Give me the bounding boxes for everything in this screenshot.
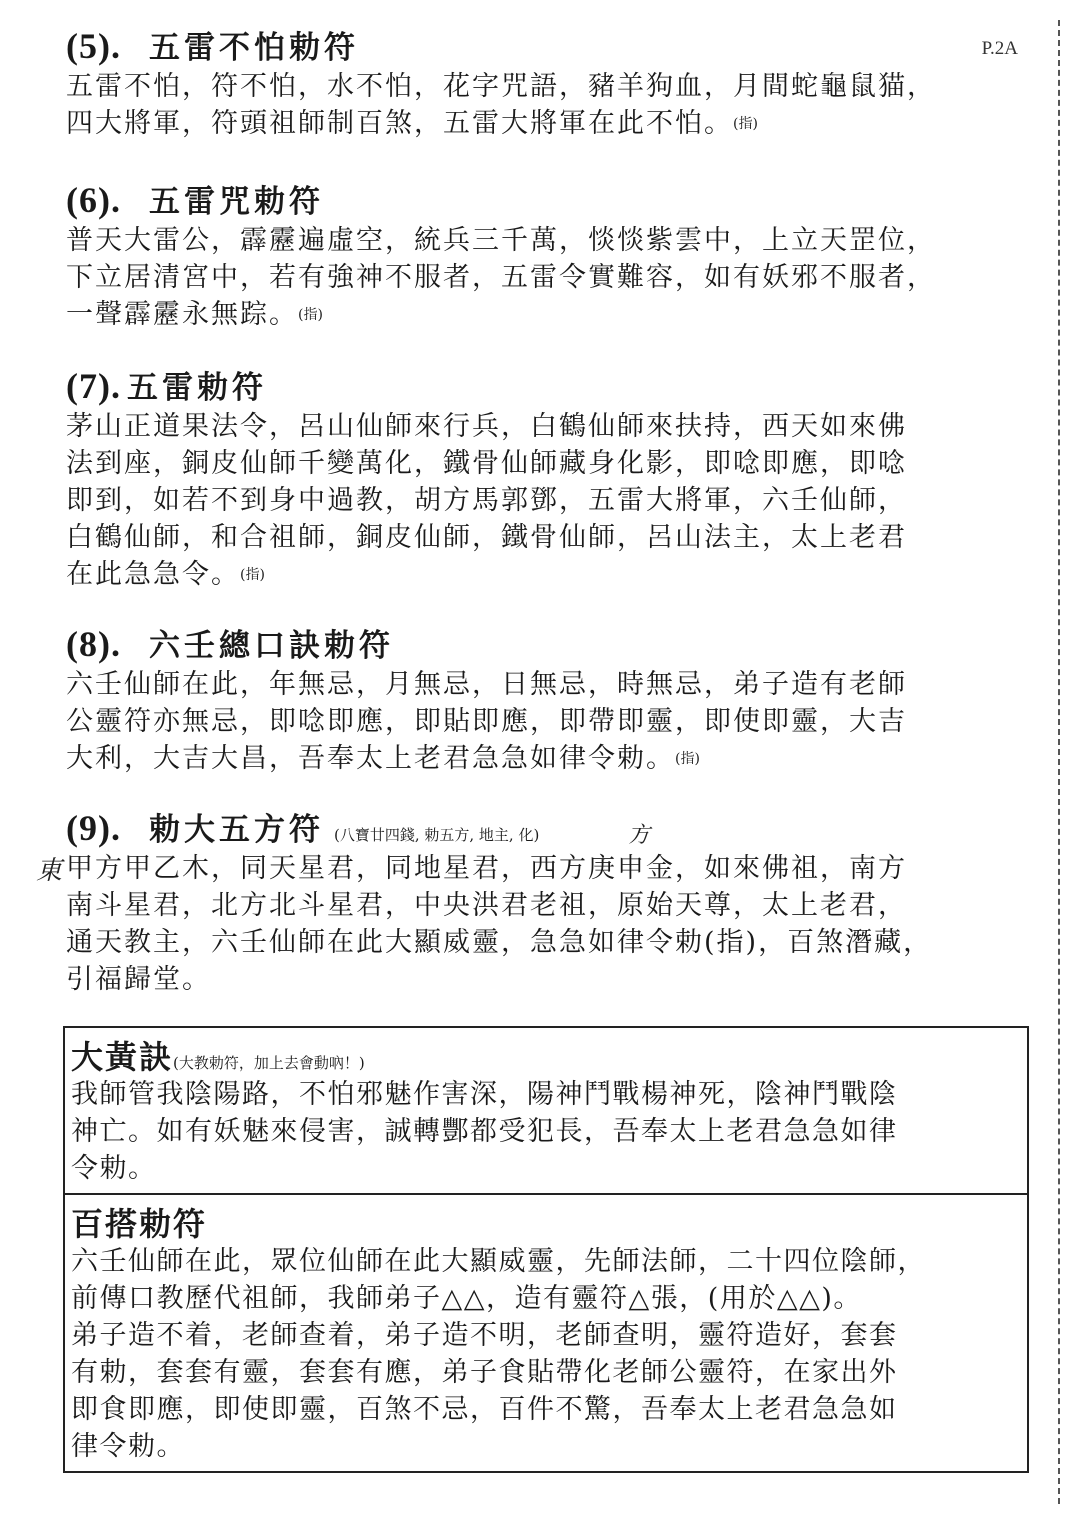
section-6 [66, 176, 1026, 333]
page-number: P.2A [981, 38, 1018, 59]
text-line: 令勅。 [71, 1153, 157, 1184]
text-line: 我師管我陰陽路，不怕邪魅作害深，陽神鬥戰楊神死，陰神鬥戰陰 [71, 1079, 898, 1110]
text-line: 引福歸堂。 [66, 964, 211, 995]
text-line: 五雷不怕，符不怕，水不怕，花字咒語，豬羊狗血，月間蛇龜鼠猫， [66, 71, 936, 102]
section-header [66, 362, 1026, 408]
section-note: (八寶廿四錢, 勅五方, 地主, 化) [333, 826, 540, 844]
text-line: 四大將軍，符頭祖師制百煞，五雷大將軍在此不怕。(指) [66, 108, 758, 139]
text-line: 神亡。如有妖魅來侵害，誠轉酆都受犯長，吾奉太上老君急急如律 [71, 1116, 898, 1147]
section-header [66, 804, 1026, 850]
text-line: 公靈符亦無忌，即唸即應，即貼即應，即帶即靈，即使即靈，大吉 [66, 706, 907, 737]
text-line: 茅山正道果法令，呂山仙師來行兵，白鶴仙師來扶持，西天如來佛 [66, 411, 907, 442]
section-number: (7). [66, 366, 121, 406]
text-line: 甲方甲乙木，同天星君，同地星君，西方庚申金，如來佛祖，南方 [66, 853, 907, 884]
section-number: (9). [66, 808, 121, 848]
box-section-baida [65, 1193, 1027, 1471]
section-number: (6). [66, 180, 121, 220]
section-title: 五雷咒勅符 [148, 184, 324, 220]
section-title: 六壬總口訣勅符 [148, 628, 394, 664]
text-line: 白鶴仙師，和合祖師，銅皮仙師，鐵骨仙師，呂山法主，太上老君 [66, 522, 907, 553]
text-line: 律令勅。 [71, 1431, 185, 1462]
text-line: 大利，大吉大昌，吾奉太上老君急急如律令勅。(指) [66, 743, 700, 774]
text-line: 六壬仙師在此，年無忌，月無忌，日無忌，時無忌，弟子造有老師 [66, 669, 907, 700]
handwritten-correction: 方 [628, 823, 651, 848]
finger-mark: (指) [240, 567, 265, 583]
finger-mark: (指) [298, 307, 323, 323]
finger-mark: (指) [733, 116, 758, 132]
text-line: 在此急急令。(指) [66, 559, 265, 590]
box-section-dahuang [65, 1028, 1027, 1193]
text-line: 普天大雷公，霹靂遍虛空，統兵三千萬，惔惔紫雲中，上立天罡位， [66, 225, 936, 256]
text-line: 南斗星君，北方北斗星君，中央洪君老祖，原始天尊，太上老君， [66, 890, 907, 921]
text-line: 下立居清宮中，若有強神不服者，五雷令實難容，如有妖邪不服者， [66, 262, 936, 293]
boxed-panel [63, 1026, 1029, 1473]
text-line: 有勅，套套有靈，套套有應，弟子食貼帶化老師公靈符，在家出外 [71, 1357, 898, 1388]
section-number: (5). [66, 26, 121, 66]
text-line: 一聲霹靂永無踪。(指) [66, 299, 323, 330]
handwritten-margin-note: 東 [36, 856, 63, 886]
box-title: 大黃訣 [71, 1038, 174, 1076]
box-header [71, 1032, 1027, 1076]
section-5 [66, 22, 1026, 142]
section-number: (8). [66, 624, 121, 664]
text-line: 弟子造不着，老師查着，弟子造不明，老師查明，靈符造好，套套 [71, 1320, 898, 1351]
text-line: 即食即應，即使即靈，百煞不忌，百件不驚，吾奉太上老君急急如 [71, 1394, 898, 1425]
box-header [71, 1199, 1027, 1243]
section-header [66, 620, 1026, 666]
section-8 [66, 620, 1026, 777]
text-line: 即到，如若不到身中過教，胡方馬郭鄧，五雷大將軍，六壬仙師， [66, 485, 907, 516]
text-line: 通天教主，六壬仙師在此大顯威靈，急急如律令勅(指)，百煞潛藏， [66, 927, 933, 958]
section-title: 五雷不怕勅符 [148, 30, 359, 66]
section-header [66, 22, 1026, 68]
section-title: 勅大五方符 [148, 812, 324, 848]
text-line: 六壬仙師在此，眾位仙師在此大顯威靈，先師法師，二十四位陰師， [71, 1246, 926, 1277]
box-note: (大教勅符，加上去會動吶！) [173, 1054, 365, 1072]
section-title: 五雷勅符 [126, 370, 267, 406]
section-9 [66, 804, 1026, 998]
text-line: 法到座，銅皮仙師千變萬化，鐵骨仙師藏身化影，即唸即應，即唸 [66, 448, 907, 479]
finger-mark: (指) [675, 751, 700, 767]
page-edge-rule [1058, 20, 1060, 1504]
text-line: 前傳口教歷代祖師，我師弟子△△，造有靈符△張，(用於△△)。 [71, 1283, 862, 1314]
box-title: 百搭勅符 [71, 1205, 208, 1243]
section-7 [66, 362, 1026, 593]
section-header [66, 176, 1026, 222]
